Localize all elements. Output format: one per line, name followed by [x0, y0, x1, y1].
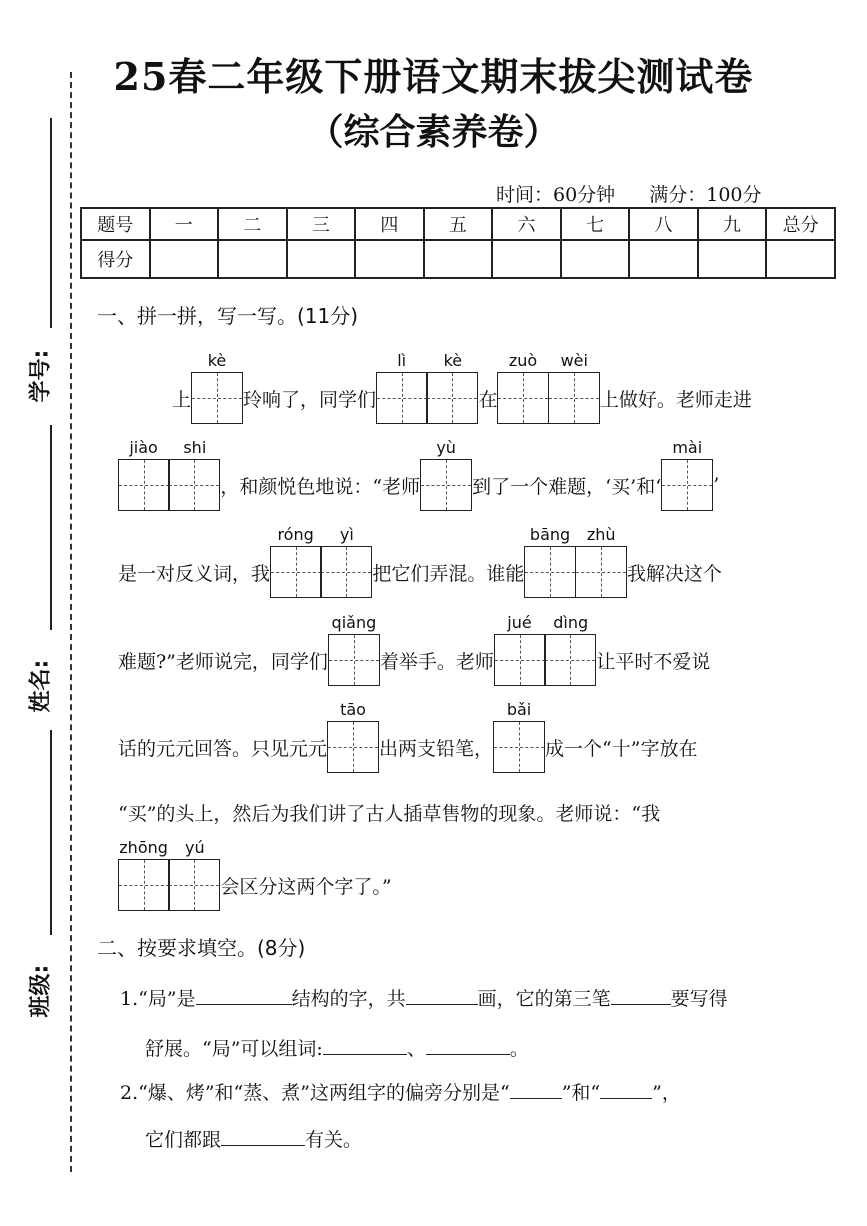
tianzige-box[interactable]: [661, 459, 713, 511]
answer-blank[interactable]: [221, 1123, 305, 1146]
pinyin: zuò: [508, 351, 538, 370]
tianzige-box[interactable]: [168, 859, 220, 911]
class-label: 班级:: [28, 964, 54, 1018]
pinyin: lì: [397, 351, 407, 370]
exam-meta: [496, 180, 790, 207]
score-header-cell: 五: [424, 208, 493, 240]
score-header-cell: 一: [150, 208, 219, 240]
pinyin: wèi: [560, 351, 588, 370]
pinyin-box-group: [270, 525, 372, 598]
score-table-score-row: [81, 240, 835, 278]
class-line: [50, 730, 52, 935]
section2-title: 二、按要求填空。(8分): [97, 936, 306, 960]
pinyin-box-group: [493, 700, 545, 773]
score-cell[interactable]: [424, 240, 493, 278]
s1-text: 难题?”老师说完，同学们: [118, 650, 328, 673]
score-row-label: 得分: [81, 240, 150, 278]
s1-text: 我解决这个: [626, 562, 722, 585]
score-header-cell: 八: [629, 208, 698, 240]
pinyin-box-group: [494, 613, 596, 686]
s1-text: 让平时不爱说: [596, 650, 711, 673]
tianzige-box[interactable]: [524, 546, 576, 598]
tianzige-box[interactable]: [494, 634, 546, 686]
pinyin-box-group: [118, 838, 220, 911]
pinyin-box-group: [118, 438, 220, 511]
binding-margin-dashed-line: [70, 72, 72, 1172]
s2-question-1-line-1: [120, 982, 728, 1014]
pinyin: yì: [339, 525, 354, 544]
score-header-cell: 三: [287, 208, 356, 240]
s1-text: “买”的头上，然后为我们讲了古人插草售物的现象。老师说：“我: [118, 802, 661, 825]
tianzige-box[interactable]: [328, 634, 380, 686]
pinyin-box-group: [420, 438, 472, 511]
exam-time: 时间：60分钟: [496, 184, 616, 206]
pinyin: róng: [277, 525, 314, 544]
page-title: 25春二年级下册语文期末拔尖测试卷: [113, 54, 754, 99]
answer-blank[interactable]: [426, 1032, 510, 1055]
pinyin: kè: [443, 351, 463, 370]
tianzige-box[interactable]: [544, 634, 596, 686]
s2-question-2-line-1: [120, 1076, 681, 1108]
tianzige-box[interactable]: [376, 372, 428, 424]
score-cell[interactable]: [698, 240, 767, 278]
pinyin-box-group: [328, 613, 380, 686]
page-subtitle: （综合素养卷）: [307, 111, 560, 153]
pinyin: mài: [672, 438, 703, 457]
score-header-cell: 二: [218, 208, 287, 240]
q-text: ”和“: [561, 1082, 601, 1104]
s1-text: 把它们弄混。谁能: [372, 562, 525, 585]
score-cell[interactable]: [766, 240, 835, 278]
tianzige-box[interactable]: [493, 721, 545, 773]
s1-text: 会区分这两个字了。”: [220, 875, 392, 898]
score-header-cell: 总分: [766, 208, 835, 240]
q-text: 结构的字，共: [291, 988, 406, 1010]
pinyin: jué: [507, 613, 532, 632]
tianzige-box[interactable]: [118, 459, 170, 511]
s1-line-1: [172, 351, 752, 423]
pinyin: bǎi: [506, 700, 532, 719]
s1-line-3: [118, 525, 722, 597]
q-text: ”，: [652, 1082, 681, 1104]
tianzige-box[interactable]: [118, 859, 170, 911]
answer-blank[interactable]: [600, 1076, 652, 1099]
pinyin: jiào: [129, 438, 158, 457]
pinyin: dìng: [553, 613, 589, 632]
score-table-header-row: [81, 208, 835, 240]
tianzige-box[interactable]: [575, 546, 627, 598]
s1-line-2: [118, 438, 720, 510]
pinyin-box-group: [524, 525, 626, 598]
answer-blank[interactable]: [611, 982, 671, 1005]
s1-text: 出两支铅笔，: [379, 737, 494, 760]
s1-text: 上: [172, 388, 192, 411]
score-cell[interactable]: [561, 240, 630, 278]
q-text: 、: [406, 1038, 426, 1060]
s1-text: 话的元元回答。只见元元: [118, 737, 328, 760]
pinyin-box-group: [327, 700, 379, 773]
section1-title: 一、拼一拼，写一写。(11分): [97, 304, 359, 328]
s1-text: 上做好。老师走进: [599, 388, 752, 411]
score-cell[interactable]: [492, 240, 561, 278]
tianzige-box[interactable]: [426, 372, 478, 424]
s1-text: 着举手。老师: [379, 650, 494, 673]
pinyin-box-group: [497, 351, 599, 424]
s1-text: 成一个“十”字放在: [545, 737, 698, 760]
tianzige-box[interactable]: [168, 459, 220, 511]
pinyin: qiǎng: [331, 613, 377, 632]
s1-line-7: [118, 838, 392, 910]
s1-text: 玲响了，同学们: [243, 388, 377, 411]
pinyin: kè: [207, 351, 227, 370]
s1-text: ’: [713, 474, 720, 496]
s1-text: 到了一个难题，‘买’和‘: [472, 475, 662, 498]
pinyin: yù: [436, 438, 456, 457]
pinyin: yú: [185, 838, 205, 857]
score-cell[interactable]: [287, 240, 356, 278]
q-text: 舒展。“局”可以组词:: [145, 1038, 323, 1060]
answer-blank[interactable]: [323, 1032, 407, 1055]
q-text: 它们都跟: [145, 1129, 222, 1151]
score-table: [80, 207, 836, 279]
pinyin: zhōng: [119, 838, 168, 857]
score-header-cell: 题号: [81, 208, 150, 240]
q-text: 画，它的第三笔: [477, 988, 611, 1010]
s2-question-2-line-2: [145, 1123, 362, 1155]
name-label: 姓名:: [28, 659, 54, 713]
tianzige-box[interactable]: [320, 546, 372, 598]
pinyin: zhù: [586, 525, 616, 544]
s1-text: 在: [478, 388, 498, 411]
score-header-cell: 七: [561, 208, 630, 240]
answer-blank[interactable]: [510, 1076, 562, 1099]
q-text: 要写得: [670, 988, 728, 1010]
s1-text: 是一对反义词，我: [118, 562, 271, 585]
tianzige-box[interactable]: [191, 372, 243, 424]
score-header-cell: 九: [698, 208, 767, 240]
score-cell[interactable]: [218, 240, 287, 278]
score-cell[interactable]: [355, 240, 424, 278]
pinyin-box-group: [376, 351, 478, 424]
pinyin-box-group: [661, 438, 713, 511]
s1-text: ，和颜悦色地说：“老师: [220, 475, 421, 498]
exam-full-score: 满分：100分: [649, 184, 762, 206]
score-cell[interactable]: [629, 240, 698, 278]
answer-blank[interactable]: [406, 982, 478, 1005]
s2-question-1-line-2: [145, 1032, 529, 1064]
s1-line-6: [118, 787, 660, 837]
q-text: 2.“爆、烤”和“蒸、煮”这两组字的偏旁分别是“: [120, 1082, 510, 1104]
pinyin: shi: [183, 438, 207, 457]
tianzige-box[interactable]: [327, 721, 379, 773]
tianzige-box[interactable]: [497, 372, 549, 424]
pinyin: tāo: [340, 700, 366, 719]
pinyin: bāng: [529, 525, 571, 544]
score-header-cell: 四: [355, 208, 424, 240]
tianzige-box[interactable]: [420, 459, 472, 511]
s1-line-4: [118, 613, 711, 685]
score-header-cell: 六: [492, 208, 561, 240]
tianzige-box[interactable]: [548, 372, 600, 424]
pinyin-box-group: [191, 351, 243, 424]
q-text: 有关。: [305, 1129, 363, 1151]
score-cell[interactable]: [150, 240, 219, 278]
answer-blank[interactable]: [196, 982, 292, 1005]
q-text: 。: [509, 1038, 529, 1060]
student-no-label: 学号:: [28, 349, 54, 403]
q-text: 1.“局”是: [120, 988, 196, 1010]
s1-line-5: [118, 700, 698, 772]
name-line: [50, 425, 52, 630]
tianzige-box[interactable]: [270, 546, 322, 598]
